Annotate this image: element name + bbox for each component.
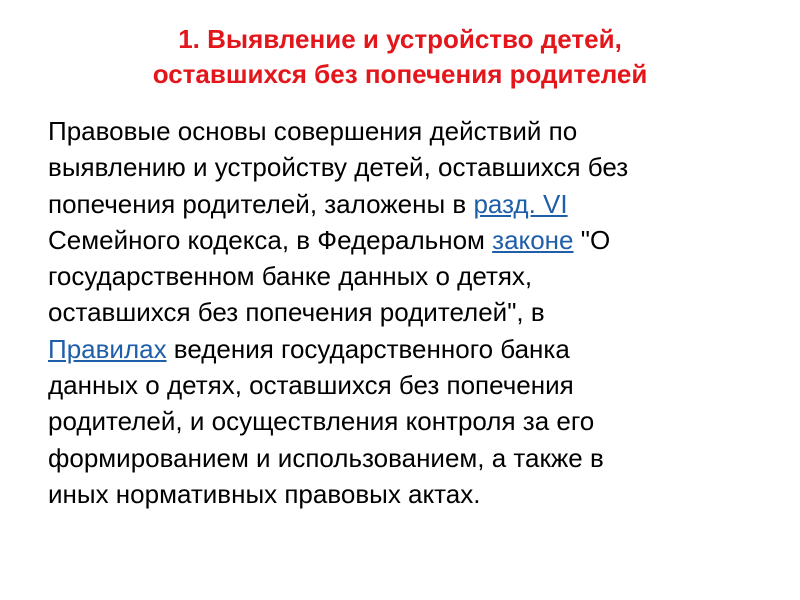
- body-line-4: [48, 222, 778, 258]
- body-line-2: выявлению и устройству детей, оставшихся без: [48, 152, 629, 183]
- body-line-4-tail: "О: [573, 224, 611, 255]
- body-line-1: Правовые основы совершения действий по: [48, 116, 578, 146]
- body-line-4-text: Семейного кодекса, в Федеральном: [48, 224, 493, 255]
- body-line-11: иных нормативных правовых актах.: [48, 478, 481, 509]
- link-razd-vi[interactable]: разд. VI: [473, 188, 568, 219]
- link-pravila[interactable]: Правилах: [48, 333, 167, 364]
- body-line-7-tail: ведения государственного банка: [166, 333, 570, 364]
- body-line-6: оставшихся без попечения родителей", в: [48, 297, 545, 328]
- body-paragraph: [48, 113, 778, 512]
- link-zakon[interactable]: законе: [492, 224, 574, 255]
- title-line-2: оставшихся без попечения родителей: [152, 59, 648, 89]
- body-line-7: [48, 331, 778, 367]
- title-line-1: 1. Выявление и устройство детей,: [178, 24, 622, 54]
- body-line-3: [48, 186, 778, 222]
- body-line-5: государственном банке данных о детях,: [48, 261, 533, 292]
- body-line-3-text: попечения родителей, заложены в: [48, 188, 474, 219]
- body-line-10: формированием и использованием, а также в: [48, 442, 604, 473]
- body-line-9: родителей, и осуществления контроля за его: [48, 406, 595, 437]
- body-line-8: данных о детях, оставшихся без попечения: [48, 370, 574, 401]
- slide-title: [60, 22, 740, 92]
